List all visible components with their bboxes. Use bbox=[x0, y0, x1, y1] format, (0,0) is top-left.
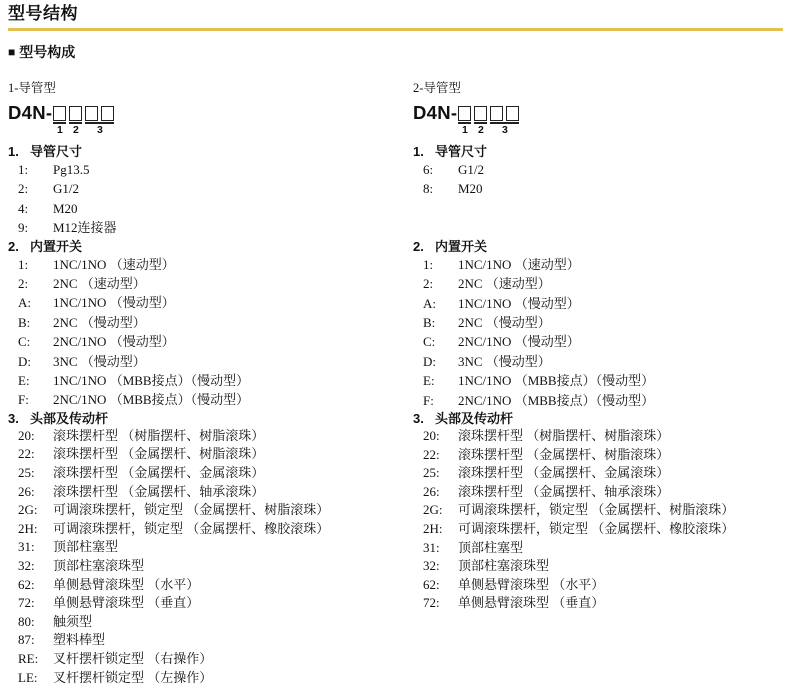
section-header bbox=[8, 411, 413, 426]
item-code: 87: bbox=[18, 632, 35, 648]
item-code: 2H: bbox=[18, 520, 38, 536]
item-code: A: bbox=[18, 295, 31, 311]
title-accent-rule bbox=[8, 28, 783, 31]
item-desc: 可调滚珠摆杆，锁定型 （金属摆杆、树脂滚珠） bbox=[458, 502, 735, 518]
section-header bbox=[413, 411, 782, 426]
list-item bbox=[423, 539, 782, 558]
item-desc: 叉杆摆杆锁定型 （右操作） bbox=[53, 651, 213, 666]
item-code: A: bbox=[423, 295, 436, 311]
item-code: E: bbox=[18, 373, 30, 389]
model-digit-box bbox=[490, 106, 503, 121]
item-desc: 2NC/1NO （慢动型） bbox=[458, 334, 580, 350]
model-digit-box bbox=[458, 106, 471, 121]
item-desc: 可调滚珠摆杆，锁定型 （金属摆杆、树脂滚珠） bbox=[53, 502, 330, 518]
model-digit-box bbox=[85, 106, 98, 121]
item-code: D: bbox=[423, 353, 436, 369]
item-code: D: bbox=[18, 353, 31, 369]
item-code: 2G: bbox=[18, 502, 38, 518]
item-desc: 滚珠摆杆型 （树脂摆杆、树脂滚珠） bbox=[458, 428, 670, 444]
section-conduit-size bbox=[8, 144, 413, 238]
item-desc: 1NC/1NO （速动型） bbox=[53, 256, 175, 272]
list-item bbox=[423, 520, 782, 539]
list-item bbox=[18, 427, 413, 446]
item-code: 80: bbox=[18, 613, 35, 629]
list-item bbox=[423, 427, 782, 446]
item-code: F: bbox=[423, 392, 434, 408]
section-head-actuator bbox=[8, 411, 413, 687]
section-number: 3. bbox=[413, 411, 424, 427]
digit-position-label: 3 bbox=[85, 122, 114, 136]
model-digit-box bbox=[506, 106, 519, 121]
item-desc: 1NC/1NO （慢动型） bbox=[53, 295, 175, 311]
item-code: 2: bbox=[423, 276, 434, 292]
model-digit-box bbox=[101, 106, 114, 121]
item-desc: 滚珠摆杆型 （金属摆杆、树脂滚珠） bbox=[458, 446, 670, 462]
square-bullet-icon: ■ bbox=[8, 45, 16, 59]
list-item bbox=[18, 293, 413, 312]
item-desc: 滚珠摆杆型 （金属摆杆、轴承滚珠） bbox=[458, 483, 670, 499]
item-code: 62: bbox=[18, 576, 35, 592]
section-head-actuator bbox=[413, 411, 782, 613]
list-item bbox=[18, 501, 413, 520]
section-number: 2. bbox=[8, 238, 19, 254]
list-item bbox=[18, 557, 413, 576]
item-code: 20: bbox=[18, 427, 35, 443]
column-1-conduit-type bbox=[8, 81, 413, 687]
item-code: 25: bbox=[423, 465, 440, 481]
item-code: 4: bbox=[18, 200, 29, 216]
item-code: 1: bbox=[18, 162, 29, 177]
list-item bbox=[18, 650, 413, 669]
item-desc: 3NC （慢动型） bbox=[458, 353, 551, 369]
item-code: 31: bbox=[423, 539, 440, 555]
list-item bbox=[423, 255, 782, 274]
list-item bbox=[423, 576, 782, 595]
item-code: 25: bbox=[18, 465, 35, 481]
item-desc: 2NC/1NO （慢动型） bbox=[53, 334, 175, 350]
item-desc: 滚珠摆杆型 （树脂摆杆、树脂滚珠） bbox=[53, 427, 265, 443]
item-desc: 单侧悬臂滚珠型 （垂直） bbox=[53, 595, 200, 611]
list-item bbox=[18, 313, 413, 332]
item-code: B: bbox=[423, 315, 436, 331]
item-desc: 2NC/1NO （MBB接点）（慢动型） bbox=[458, 392, 655, 408]
item-code: 72: bbox=[18, 595, 35, 611]
item-code: 1: bbox=[18, 256, 29, 272]
item-desc: G1/2 bbox=[458, 162, 484, 177]
section-title: 头部及传动杆 bbox=[435, 411, 514, 427]
item-code: 20: bbox=[423, 428, 440, 444]
item-desc: 滚珠摆杆型 （金属摆杆、金属滚珠） bbox=[53, 465, 265, 481]
list-item bbox=[423, 594, 782, 613]
section-title: 导管尺寸 bbox=[30, 144, 83, 159]
list-item bbox=[18, 613, 413, 632]
section-title: 内置开关 bbox=[435, 238, 488, 254]
list-item bbox=[18, 576, 413, 595]
list-item bbox=[18, 179, 413, 198]
item-desc: 滚珠摆杆型 （金属摆杆、树脂滚珠） bbox=[53, 446, 265, 462]
item-code: 1: bbox=[423, 256, 434, 272]
section-title: 导管尺寸 bbox=[435, 144, 488, 159]
item-list bbox=[423, 255, 782, 410]
list-item bbox=[423, 483, 782, 502]
column-heading: 1-导管型 bbox=[8, 81, 56, 95]
item-desc: 1NC/1NO （MBB接点）（慢动型） bbox=[458, 373, 655, 389]
model-number-diagram bbox=[8, 104, 413, 136]
section-number: 3. bbox=[8, 410, 19, 426]
section-title: 内置开关 bbox=[30, 238, 83, 254]
digit-position-label: 2 bbox=[69, 122, 82, 136]
item-code: C: bbox=[423, 334, 436, 350]
item-desc: 1NC/1NO （速动型） bbox=[458, 256, 580, 272]
list-item bbox=[423, 464, 782, 483]
columns-row bbox=[8, 81, 782, 687]
item-code: 8: bbox=[423, 181, 434, 197]
item-desc: 单侧悬臂滚珠型 （水平） bbox=[53, 576, 200, 592]
item-code: 9: bbox=[18, 220, 29, 236]
section-header bbox=[8, 144, 413, 159]
item-desc: 2NC （速动型） bbox=[53, 276, 146, 292]
item-desc: 塑料棒型 bbox=[53, 632, 106, 648]
model-digit-box bbox=[53, 106, 66, 121]
section-header bbox=[8, 239, 413, 254]
section-builtin-switch bbox=[8, 239, 413, 410]
item-desc: 滚珠摆杆型 （金属摆杆、轴承滚珠） bbox=[53, 483, 265, 499]
digit-position-label: 1 bbox=[458, 122, 471, 136]
item-code: F: bbox=[18, 392, 29, 408]
section-builtin-switch bbox=[413, 239, 782, 410]
item-desc: 顶部柱塞型 bbox=[53, 539, 119, 555]
section-title: 头部及传动杆 bbox=[30, 410, 109, 426]
item-desc: 1NC/1NO （MBB接点）（慢动型） bbox=[53, 373, 250, 389]
model-digit-boxes bbox=[53, 106, 114, 121]
column-2-conduit-type bbox=[413, 81, 782, 687]
list-item bbox=[18, 445, 413, 464]
item-desc: 顶部柱塞型 bbox=[458, 539, 524, 555]
item-list bbox=[423, 427, 782, 613]
section-conduit-size bbox=[413, 144, 782, 199]
model-number-prefix: D4N- bbox=[413, 102, 458, 123]
list-item bbox=[423, 332, 782, 351]
model-digit-area bbox=[458, 104, 519, 136]
digit-position-label: 1 bbox=[53, 122, 66, 136]
item-desc: 触须型 bbox=[53, 613, 93, 629]
list-item bbox=[18, 483, 413, 502]
section-header bbox=[413, 144, 782, 159]
item-code: 32: bbox=[423, 558, 440, 574]
list-item bbox=[18, 594, 413, 613]
item-desc: 单侧悬臂滚珠型 （水平） bbox=[458, 576, 605, 592]
item-desc: 顶部柱塞滚珠型 bbox=[458, 558, 550, 574]
item-desc: Pg13.5 bbox=[53, 162, 90, 177]
model-digit-box bbox=[474, 106, 487, 121]
list-item bbox=[18, 218, 413, 237]
item-desc: M12连接器 bbox=[53, 220, 117, 236]
item-desc: 顶部柱塞滚珠型 bbox=[53, 558, 145, 574]
list-item bbox=[423, 313, 782, 332]
section-number: 1. bbox=[413, 144, 424, 159]
list-item bbox=[423, 446, 782, 465]
item-code: 32: bbox=[18, 558, 35, 574]
list-item bbox=[423, 179, 782, 198]
item-desc: 可调滚珠摆杆，锁定型 （金属摆杆、橡胶滚珠） bbox=[458, 521, 735, 537]
list-item bbox=[423, 160, 782, 179]
digit-position-labels bbox=[53, 122, 114, 136]
item-code: LE: bbox=[18, 669, 38, 685]
item-code: 26: bbox=[18, 483, 35, 499]
list-item bbox=[18, 255, 413, 274]
list-item bbox=[18, 464, 413, 483]
item-code: 26: bbox=[423, 483, 440, 499]
list-item bbox=[423, 501, 782, 520]
list-item bbox=[423, 371, 782, 390]
list-item bbox=[18, 538, 413, 557]
page-title: 型号结构 bbox=[8, 4, 78, 23]
list-item bbox=[18, 390, 413, 409]
item-code: 6: bbox=[423, 162, 434, 177]
column-heading: 2-导管型 bbox=[413, 81, 461, 95]
model-number-prefix: D4N- bbox=[8, 102, 53, 123]
item-desc: 1NC/1NO （慢动型） bbox=[458, 295, 580, 311]
list-item bbox=[18, 520, 413, 539]
list-item bbox=[423, 274, 782, 293]
item-desc: 滚珠摆杆型 （金属摆杆、金属滚珠） bbox=[458, 465, 670, 481]
list-item bbox=[423, 557, 782, 576]
digit-position-label: 3 bbox=[490, 122, 519, 136]
item-code: 62: bbox=[423, 576, 440, 592]
section-header bbox=[413, 239, 782, 254]
list-item bbox=[18, 669, 413, 688]
item-desc: M20 bbox=[458, 181, 483, 197]
section-number: 2. bbox=[413, 238, 424, 254]
section-subtitle-row bbox=[8, 44, 782, 60]
item-code: 2: bbox=[18, 181, 29, 197]
list-item bbox=[423, 294, 782, 313]
item-code: 31: bbox=[18, 539, 35, 555]
item-desc: G1/2 bbox=[53, 181, 79, 197]
item-desc: 可调滚珠摆杆，锁定型 （金属摆杆、橡胶滚珠） bbox=[53, 520, 330, 536]
model-number-diagram bbox=[413, 104, 782, 136]
item-code: RE: bbox=[18, 651, 39, 666]
list-item bbox=[423, 391, 782, 410]
digit-position-label: 2 bbox=[474, 122, 487, 136]
item-code: B: bbox=[18, 314, 31, 330]
item-desc: 叉杆摆杆锁定型 （左操作） bbox=[53, 669, 213, 685]
item-code: 2H: bbox=[423, 521, 443, 537]
item-desc: 3NC （慢动型） bbox=[53, 353, 146, 369]
item-list bbox=[18, 255, 413, 410]
model-digit-area bbox=[53, 104, 114, 136]
item-list bbox=[18, 427, 413, 687]
item-code: 2: bbox=[18, 276, 29, 292]
list-item bbox=[18, 631, 413, 650]
item-list bbox=[423, 160, 782, 199]
list-item bbox=[423, 352, 782, 371]
item-desc: M20 bbox=[53, 200, 78, 216]
item-desc: 2NC/1NO （MBB接点）（慢动型） bbox=[53, 392, 250, 408]
item-code: 2G: bbox=[423, 502, 443, 518]
model-digit-box bbox=[69, 106, 82, 121]
digit-position-labels bbox=[458, 122, 519, 136]
item-desc: 单侧悬臂滚珠型 （垂直） bbox=[458, 595, 605, 611]
item-code: 22: bbox=[423, 446, 440, 462]
item-code: 22: bbox=[18, 446, 35, 462]
list-item bbox=[18, 199, 413, 218]
list-item bbox=[18, 332, 413, 351]
list-item bbox=[18, 371, 413, 390]
item-code: 72: bbox=[423, 595, 440, 611]
section-subtitle: 型号构成 bbox=[19, 44, 76, 60]
list-item bbox=[18, 160, 413, 179]
section-number: 1. bbox=[8, 144, 19, 159]
item-desc: 2NC （速动型） bbox=[458, 276, 551, 292]
list-item bbox=[18, 352, 413, 371]
item-desc: 2NC （慢动型） bbox=[53, 314, 146, 330]
model-digit-boxes bbox=[458, 106, 519, 121]
item-desc: 2NC （慢动型） bbox=[458, 315, 551, 331]
item-list bbox=[18, 160, 413, 238]
item-code: E: bbox=[423, 373, 435, 389]
item-code: C: bbox=[18, 334, 31, 350]
list-item bbox=[18, 274, 413, 293]
